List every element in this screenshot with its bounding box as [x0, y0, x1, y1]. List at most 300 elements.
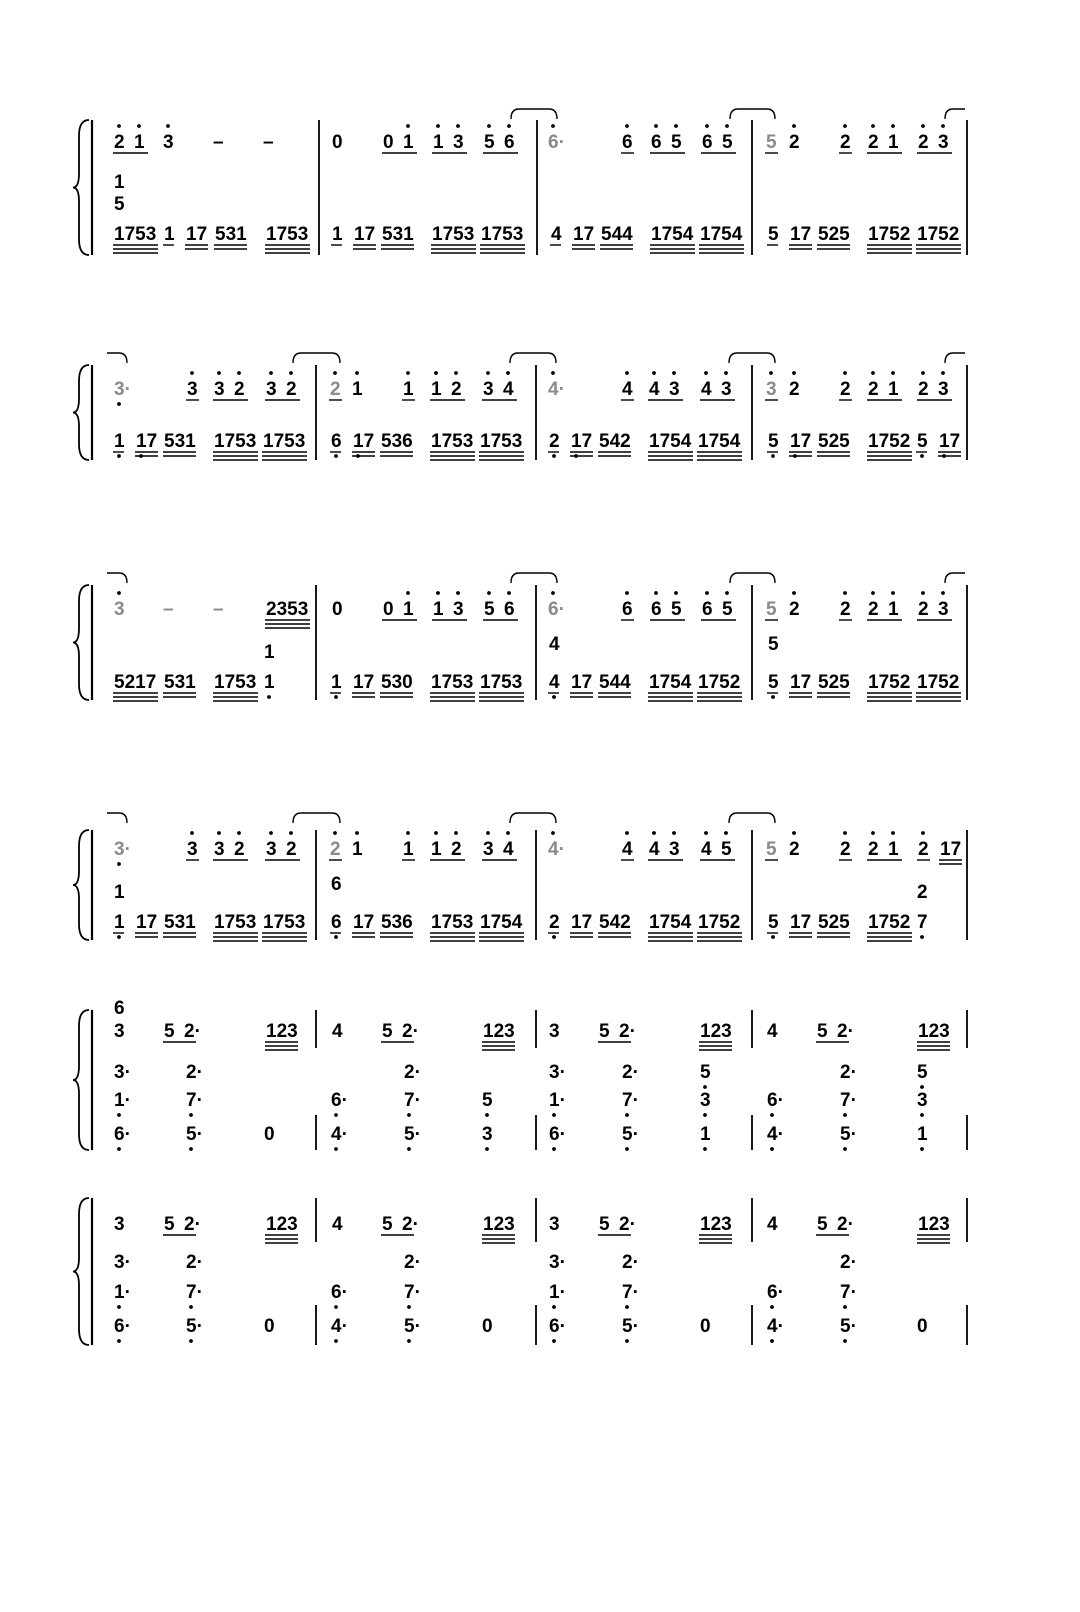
- note: 3: [766, 379, 777, 400]
- octave-dot-above: [843, 591, 847, 595]
- note: 531: [164, 672, 196, 693]
- note: 17: [353, 912, 375, 933]
- note: 2·: [186, 1252, 203, 1273]
- note: 0: [383, 132, 394, 153]
- note: 1: [403, 379, 414, 400]
- octave-dot-above: [625, 371, 629, 375]
- note: 7·: [404, 1282, 421, 1303]
- note: 1753: [431, 912, 474, 933]
- note: 6·: [114, 1316, 131, 1337]
- octave-dot-above: [190, 371, 194, 375]
- note: 1752: [917, 224, 960, 245]
- chord-note: 6: [114, 998, 125, 1019]
- note: 542: [599, 912, 631, 933]
- note: 1753: [263, 431, 306, 452]
- octave-dot-above: [941, 591, 945, 595]
- octave-dot-below: [920, 454, 924, 458]
- note: 2: [286, 839, 297, 860]
- note: 7·: [186, 1090, 203, 1111]
- note: 3·: [114, 379, 131, 400]
- note: 2·: [622, 1062, 639, 1083]
- note: 6: [504, 132, 515, 153]
- note: 123: [700, 1214, 732, 1235]
- octave-dot-above: [725, 591, 729, 595]
- octave-dot-above: [217, 831, 221, 835]
- note: 123: [483, 1214, 515, 1235]
- note: 525: [818, 431, 850, 452]
- octave-dot-above: [456, 591, 460, 595]
- note: 3: [187, 839, 198, 860]
- slur: [511, 573, 557, 583]
- octave-dot-above: [843, 124, 847, 128]
- note: 1753: [214, 672, 257, 693]
- note: 1753: [263, 912, 306, 933]
- note: 6·: [549, 1316, 566, 1337]
- note: 3: [266, 379, 277, 400]
- system-brace: [73, 1010, 89, 1150]
- note: 2·: [837, 1021, 854, 1042]
- note: 4: [549, 672, 560, 693]
- octave-dot-above: [705, 124, 709, 128]
- note: 123: [918, 1214, 950, 1235]
- octave-dot-below: [407, 1113, 411, 1117]
- note: 17: [939, 431, 961, 452]
- note: 4: [649, 839, 660, 860]
- octave-dot-below: [703, 1085, 707, 1089]
- note: 5: [484, 599, 495, 620]
- note: 7·: [186, 1282, 203, 1303]
- note: 17: [571, 672, 593, 693]
- octave-dot-above: [654, 591, 658, 595]
- octave-dot-above: [506, 371, 510, 375]
- note: 531: [215, 224, 247, 245]
- note: 2·: [402, 1214, 419, 1235]
- note: 3: [214, 379, 225, 400]
- octave-dot-below: [189, 1305, 193, 1309]
- octave-dot-above: [506, 831, 510, 835]
- octave-dot-above: [921, 591, 925, 595]
- note: 3: [214, 839, 225, 860]
- note: 4: [622, 379, 633, 400]
- note: 1: [888, 379, 899, 400]
- tie-end: [107, 573, 127, 583]
- octave-dot-below: [334, 1113, 338, 1117]
- octave-dot-below: [267, 695, 271, 699]
- note: 2: [789, 599, 800, 620]
- note: 6: [331, 912, 342, 933]
- note: 5·: [186, 1124, 203, 1145]
- octave-dot-below: [552, 454, 556, 458]
- note: 3·: [114, 1252, 131, 1273]
- note: 0: [917, 1316, 928, 1337]
- note: 1: [431, 379, 442, 400]
- note: 5: [917, 1062, 928, 1083]
- octave-dot-above: [507, 591, 511, 595]
- octave-dot-above: [891, 371, 895, 375]
- note: 1752: [698, 912, 741, 933]
- octave-dot-above: [871, 124, 875, 128]
- note: 5·: [186, 1316, 203, 1337]
- octave-dot-above: [625, 124, 629, 128]
- note: 2·: [840, 1062, 857, 1083]
- note: 2: [549, 431, 560, 452]
- note: 6·: [767, 1090, 784, 1111]
- note: 1: [433, 599, 444, 620]
- octave-dot-below: [920, 1085, 924, 1089]
- note: 2·: [404, 1252, 421, 1273]
- note: 6·: [548, 132, 565, 153]
- chord-note: 2: [917, 882, 928, 903]
- note: 1: [114, 431, 125, 452]
- note: 7·: [840, 1090, 857, 1111]
- octave-dot-above: [269, 371, 273, 375]
- octave-dot-above: [704, 371, 708, 375]
- octave-dot-below: [770, 1113, 774, 1117]
- octave-dot-above: [456, 124, 460, 128]
- note: 1: [164, 224, 175, 245]
- note: 3: [163, 132, 174, 153]
- octave-dot-above: [674, 591, 678, 595]
- note: 1: [331, 672, 342, 693]
- octave-dot-below: [843, 1339, 847, 1343]
- octave-dot-below: [117, 1305, 121, 1309]
- note: 2: [918, 599, 929, 620]
- chord-note: 5: [768, 634, 779, 655]
- note: 1753: [114, 224, 157, 245]
- slur: [293, 813, 340, 823]
- note: 1753: [432, 224, 475, 245]
- slur: [730, 109, 775, 119]
- note: 4: [332, 1214, 343, 1235]
- note: 530: [381, 672, 413, 693]
- note: 17: [573, 224, 595, 245]
- octave-dot-below: [485, 1113, 489, 1117]
- note: –: [263, 132, 274, 153]
- note: 4: [701, 839, 712, 860]
- slur: [729, 353, 775, 363]
- note: 2: [868, 379, 879, 400]
- note: 0: [332, 599, 343, 620]
- octave-dot-below: [843, 1113, 847, 1117]
- octave-dot-below: [625, 1305, 629, 1309]
- note: 2: [918, 132, 929, 153]
- note: 3: [114, 599, 125, 620]
- note: 2: [789, 132, 800, 153]
- note: 2: [451, 379, 462, 400]
- octave-dot-above: [921, 124, 925, 128]
- note: –: [163, 599, 174, 620]
- note: 2: [840, 132, 851, 153]
- note: 5: [484, 132, 495, 153]
- note: 6: [651, 132, 662, 153]
- note: 3: [266, 839, 277, 860]
- note: 0: [332, 132, 343, 153]
- chord-note: 1: [264, 642, 275, 663]
- note: 2: [451, 839, 462, 860]
- note: 3: [669, 379, 680, 400]
- note: 1752: [868, 431, 911, 452]
- slur: [729, 813, 775, 823]
- note: 5: [599, 1214, 610, 1235]
- octave-dot-below: [552, 1147, 556, 1151]
- note: 6: [504, 599, 515, 620]
- note: 1: [403, 599, 414, 620]
- octave-dot-below: [334, 1147, 338, 1151]
- note: 544: [599, 672, 631, 693]
- note: 5: [768, 224, 779, 245]
- octave-dot-above: [625, 591, 629, 595]
- note: 3: [482, 1124, 493, 1145]
- note: 123: [266, 1021, 298, 1042]
- note: 3: [549, 1214, 560, 1235]
- note: 1752: [868, 672, 911, 693]
- note: 5: [766, 839, 777, 860]
- note: 1753: [431, 672, 474, 693]
- octave-dot-below: [485, 1147, 489, 1151]
- note: 4: [649, 379, 660, 400]
- octave-dot-below: [771, 935, 775, 939]
- note: 6·: [114, 1124, 131, 1145]
- note: 5: [768, 912, 779, 933]
- note: 1753: [480, 431, 523, 452]
- note: 17: [136, 431, 158, 452]
- octave-dot-above: [190, 831, 194, 835]
- note: 2: [868, 599, 879, 620]
- note: 1: [403, 839, 414, 860]
- octave-dot-below: [117, 1113, 121, 1117]
- note: 5: [700, 1062, 711, 1083]
- note: –: [213, 132, 224, 153]
- note: 1: [352, 379, 363, 400]
- octave-dot-below: [117, 935, 121, 939]
- note: 4: [767, 1021, 778, 1042]
- octave-dot-below: [117, 454, 121, 458]
- note: 5: [768, 672, 779, 693]
- note: 3: [917, 1090, 928, 1111]
- octave-dot-below: [770, 1305, 774, 1309]
- note: 4·: [331, 1124, 348, 1145]
- tie-start: [945, 109, 965, 119]
- note: 1752: [868, 912, 911, 933]
- note: 6: [702, 599, 713, 620]
- note: 2: [789, 839, 800, 860]
- note: 542: [599, 431, 631, 452]
- note: 1754: [700, 224, 743, 245]
- note: 525: [818, 912, 850, 933]
- note: 17: [790, 431, 812, 452]
- octave-dot-above: [551, 831, 555, 835]
- note: 5: [382, 1214, 393, 1235]
- note: 3: [938, 379, 949, 400]
- chord-note: 5: [114, 194, 125, 215]
- note: 2·: [619, 1021, 636, 1042]
- octave-dot-above: [333, 831, 337, 835]
- octave-dot-above: [434, 831, 438, 835]
- note: 1·: [549, 1090, 566, 1111]
- tie-end: [107, 813, 127, 823]
- octave-dot-above: [406, 591, 410, 595]
- octave-dot-below: [625, 1339, 629, 1343]
- octave-dot-below: [920, 1147, 924, 1151]
- octave-dot-below: [770, 1339, 774, 1343]
- note: 1752: [917, 672, 960, 693]
- note: 2·: [840, 1252, 857, 1273]
- note: 2·: [619, 1214, 636, 1235]
- note: 6·: [331, 1090, 348, 1111]
- note: 5: [817, 1021, 828, 1042]
- system-brace: [73, 1198, 89, 1345]
- slur: [511, 109, 557, 119]
- note: 5·: [404, 1316, 421, 1337]
- octave-dot-below: [625, 1113, 629, 1117]
- note: 7·: [404, 1090, 421, 1111]
- note: 4: [767, 1214, 778, 1235]
- note: 1753: [214, 912, 257, 933]
- octave-dot-above: [507, 124, 511, 128]
- octave-dot-above: [941, 124, 945, 128]
- note: 0: [264, 1124, 275, 1145]
- octave-dot-above: [406, 831, 410, 835]
- note: 5: [721, 839, 732, 860]
- note: 5: [482, 1090, 493, 1111]
- note: 3: [114, 1214, 125, 1235]
- octave-dot-above: [406, 124, 410, 128]
- note: 2·: [837, 1214, 854, 1235]
- octave-dot-below: [117, 402, 121, 406]
- octave-dot-above: [487, 124, 491, 128]
- note: 17: [571, 431, 593, 452]
- note: 2: [330, 379, 341, 400]
- octave-dot-above: [436, 591, 440, 595]
- octave-dot-above: [891, 591, 895, 595]
- note: 4·: [331, 1316, 348, 1337]
- octave-dot-below: [771, 454, 775, 458]
- octave-dot-below: [771, 695, 775, 699]
- note: 3: [669, 839, 680, 860]
- note: 1·: [114, 1090, 131, 1111]
- octave-dot-below: [843, 1147, 847, 1151]
- octave-dot-below: [407, 1339, 411, 1343]
- note: 17: [790, 224, 812, 245]
- octave-dot-above: [355, 831, 359, 835]
- note: 536: [381, 431, 413, 452]
- note: 1754: [649, 912, 692, 933]
- note: 4·: [767, 1124, 784, 1145]
- octave-dot-above: [792, 371, 796, 375]
- note: 5·: [622, 1316, 639, 1337]
- note: 1753: [266, 224, 309, 245]
- octave-dot-below: [552, 695, 556, 699]
- note: 4: [503, 839, 514, 860]
- note: 5: [817, 1214, 828, 1235]
- octave-dot-below: [552, 1113, 556, 1117]
- note: 2: [840, 839, 851, 860]
- note: 2353: [266, 599, 309, 620]
- note: 4·: [548, 839, 565, 860]
- octave-dot-below: [552, 935, 556, 939]
- note: 17: [136, 912, 158, 933]
- note: 4: [551, 224, 562, 245]
- note: 1: [403, 132, 414, 153]
- octave-dot-above: [551, 371, 555, 375]
- octave-dot-above: [166, 124, 170, 128]
- octave-dot-above: [434, 371, 438, 375]
- octave-dot-above: [871, 591, 875, 595]
- octave-dot-above: [454, 831, 458, 835]
- octave-dot-above: [487, 591, 491, 595]
- slur: [510, 813, 556, 823]
- octave-dot-above: [921, 371, 925, 375]
- note: 2: [234, 379, 245, 400]
- note: 7·: [840, 1282, 857, 1303]
- octave-dot-below: [407, 1305, 411, 1309]
- octave-dot-above: [486, 831, 490, 835]
- note: 1753: [481, 224, 524, 245]
- slur: [510, 353, 556, 363]
- octave-dot-below: [117, 862, 121, 866]
- octave-dot-below: [770, 1147, 774, 1151]
- note: 123: [700, 1021, 732, 1042]
- note: 123: [918, 1021, 950, 1042]
- note: 17: [353, 672, 375, 693]
- octave-dot-above: [891, 124, 895, 128]
- note: 7: [917, 912, 928, 933]
- note: 2: [840, 379, 851, 400]
- note: 1753: [431, 431, 474, 452]
- note: 2: [286, 379, 297, 400]
- octave-dot-above: [117, 124, 121, 128]
- note: 1753: [480, 672, 523, 693]
- note: 536: [381, 912, 413, 933]
- octave-dot-above: [333, 371, 337, 375]
- note: 2: [234, 839, 245, 860]
- octave-dot-below: [407, 1147, 411, 1151]
- note: 3: [549, 1021, 560, 1042]
- note: 531: [164, 431, 196, 452]
- octave-dot-below: [117, 1339, 121, 1343]
- note: 3: [114, 1021, 125, 1042]
- chord-note: 4: [549, 634, 560, 655]
- system-brace: [73, 585, 89, 700]
- octave-dot-above: [551, 124, 555, 128]
- note: 1: [888, 839, 899, 860]
- note: 5: [917, 431, 928, 452]
- octave-dot-above: [792, 591, 796, 595]
- octave-dot-above: [672, 831, 676, 835]
- note: 17: [186, 224, 208, 245]
- octave-dot-above: [217, 371, 221, 375]
- octave-dot-below: [117, 1147, 121, 1151]
- note: 4: [622, 839, 633, 860]
- octave-dot-below: [334, 1339, 338, 1343]
- note: 2: [330, 839, 341, 860]
- note: 4: [503, 379, 514, 400]
- note: 1752: [868, 224, 911, 245]
- octave-dot-above: [704, 831, 708, 835]
- note: 3: [187, 379, 198, 400]
- note: 2·: [622, 1252, 639, 1273]
- octave-dot-above: [289, 371, 293, 375]
- note: 3: [453, 132, 464, 153]
- note: 1753: [214, 431, 257, 452]
- note: 5: [599, 1021, 610, 1042]
- note: 1: [433, 132, 444, 153]
- note: 0: [482, 1316, 493, 1337]
- octave-dot-below: [843, 1305, 847, 1309]
- note: 5: [766, 599, 777, 620]
- note: –: [213, 599, 224, 620]
- octave-dot-above: [237, 831, 241, 835]
